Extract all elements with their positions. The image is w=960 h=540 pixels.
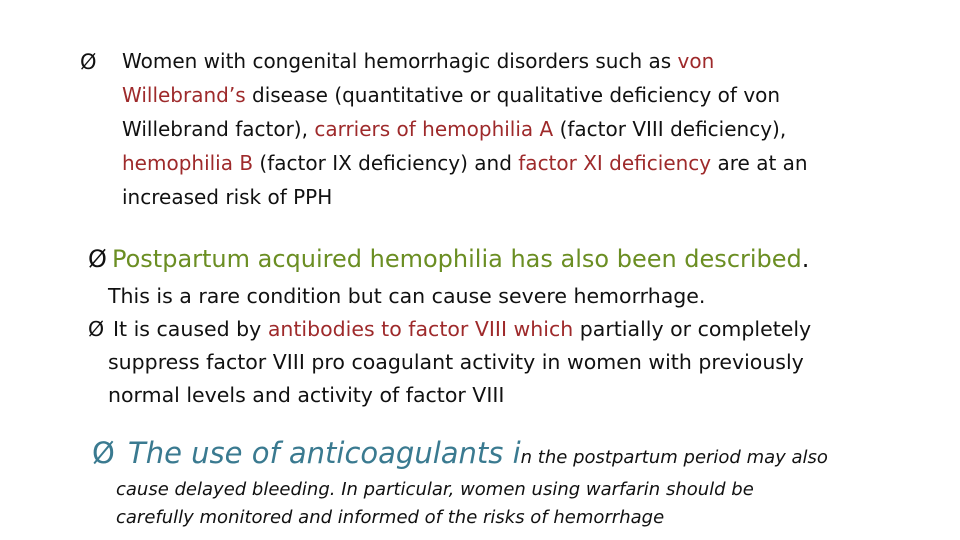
text-span: Women with congenital hemorrhagic disorders such as — [122, 49, 678, 73]
text-span: (factor VIII deficiency), — [553, 117, 787, 141]
highlight-antibodies: antibodies to factor VIII which — [267, 317, 574, 341]
highlight-von: von — [677, 49, 715, 73]
text-span: are at an — [711, 151, 808, 175]
text-line — [108, 379, 504, 412]
text-span: Willebrand factor), — [122, 117, 315, 141]
text-span: suppress factor VIII pro coagulant activity in women with previously — [108, 350, 804, 374]
heading-acquired-hemophilia: Postpartum acquired hemophilia has also been described — [112, 245, 802, 273]
text-line — [122, 146, 808, 180]
text-span: partially or completely — [573, 317, 812, 341]
arrow-bullet-icon: Ø — [88, 317, 105, 341]
text-line — [108, 346, 804, 379]
text-line — [108, 280, 705, 313]
text-span: (factor IX deficiency) and — [253, 151, 519, 175]
text-span: normal levels and activity of factor VIII — [108, 383, 505, 407]
text-span: This is a rare condition but can cause severe hemorrhage. — [108, 284, 706, 308]
highlight-willebrands: Willebrand’s — [122, 83, 246, 107]
text-span: disease (quantitative or qualitative deficiency of von — [245, 83, 781, 107]
heading-line — [128, 436, 828, 470]
text-line — [122, 112, 786, 146]
text-span: It is caused by — [113, 317, 268, 341]
text-line — [122, 44, 714, 78]
text-span: increased risk of PPH — [122, 185, 333, 209]
text-line — [122, 78, 780, 112]
text-span: carefully monitored and informed of the risks of hemorrhage — [116, 507, 665, 528]
text-line — [116, 479, 754, 500]
highlight-carriers-hemophilia-a: carriers of hemophilia A — [314, 117, 554, 141]
text-line — [116, 507, 664, 528]
text-span: n the postpartum period may also — [520, 447, 828, 468]
heading-line — [112, 242, 809, 276]
text-span: cause delayed bleeding. In particular, women using warfarin should be — [116, 479, 754, 500]
text-span: . — [801, 245, 810, 273]
arrow-bullet-icon: Ø — [80, 50, 97, 74]
heading-anticoagulants: The use of anticoagulants i — [128, 436, 521, 470]
text-line — [122, 180, 332, 214]
highlight-hemophilia-b: hemophilia B — [122, 151, 254, 175]
arrow-bullet-icon: Ø — [88, 245, 107, 273]
arrow-bullet-icon: Ø — [92, 436, 115, 470]
text-line — [113, 313, 811, 346]
highlight-factor-xi: factor XI deficiency — [518, 151, 712, 175]
